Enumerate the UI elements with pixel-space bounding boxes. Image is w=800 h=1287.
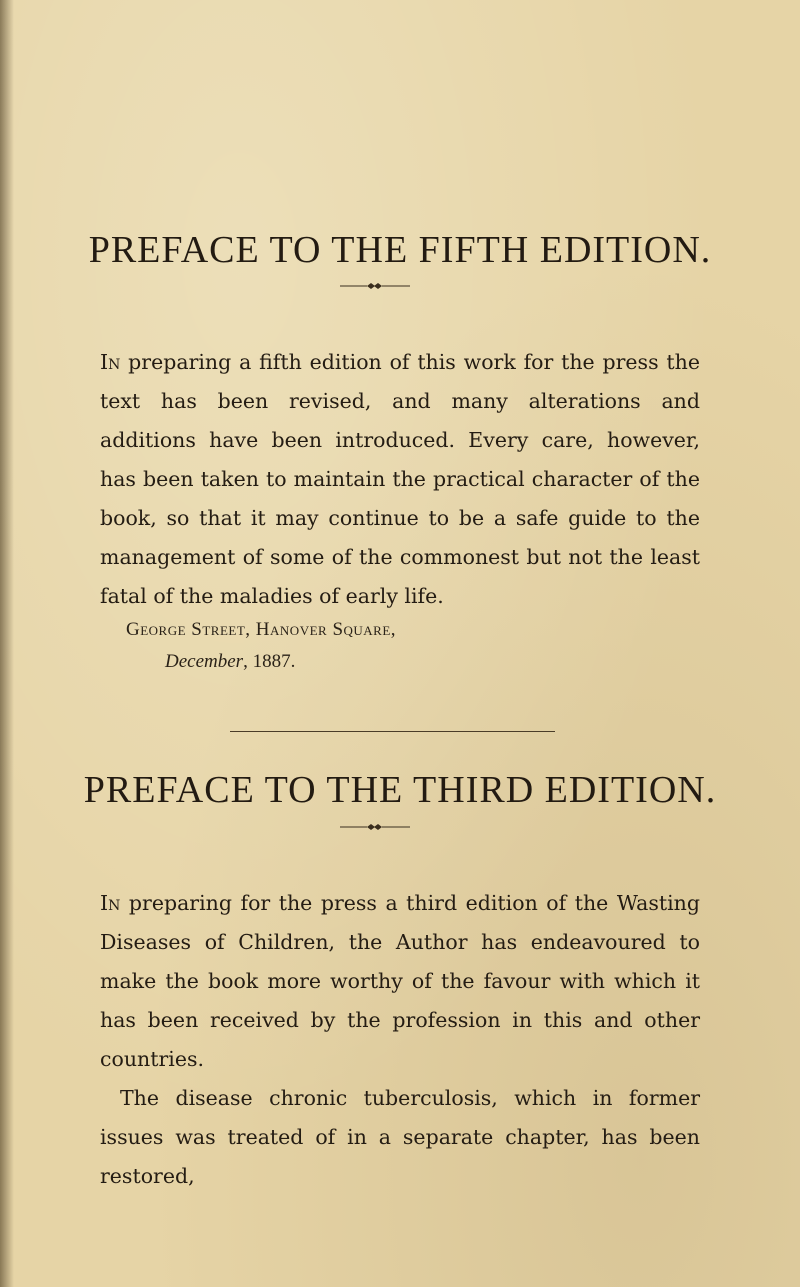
signoff-date: December, 1887. (165, 651, 296, 672)
fifth-edition-lead-word: In (100, 350, 121, 374)
fifth-edition-title: PREFACE TO THE FIFTH EDITION. (88, 229, 712, 271)
third-edition-paragraph-1 (100, 884, 700, 1079)
third-edition-lead-word: In (100, 891, 121, 915)
section-divider-rule (230, 731, 555, 732)
signoff-date-month: December (165, 651, 244, 672)
page-edge-shadow (0, 0, 14, 1287)
signoff-date-year: 1887. (252, 651, 296, 672)
fifth-edition-paragraph (100, 343, 700, 616)
fifth-edition-body-text: preparing a fifth edition of this work for the press the text has been revised, and many alterations and additions have been introduced. Every care, however, has been taken to maintain the practical character of the book, so that it may continue to be a safe guide to the management of some of the commonest but not the least fatal of the maladies of early life. (100, 350, 700, 608)
third-edition-body-text-1: preparing for the press a third edition of the Wasting Diseases of Children, the Author has endeavoured to make the book more worthy of the favour with which it has been received by the profession in this and other countries. (100, 891, 700, 1071)
fifth-edition-ornament (340, 281, 410, 291)
third-edition-paragraph-2 (100, 1079, 700, 1196)
third-edition-body-text-2: The disease chronic tuberculosis, which in former issues was treated of in a separate chapter, has been restored, (100, 1086, 700, 1188)
third-edition-ornament (340, 822, 410, 832)
third-edition-title: PREFACE TO THE THIRD EDITION. (83, 769, 717, 811)
signoff-place: George Street, Hanover Square, (126, 619, 397, 640)
